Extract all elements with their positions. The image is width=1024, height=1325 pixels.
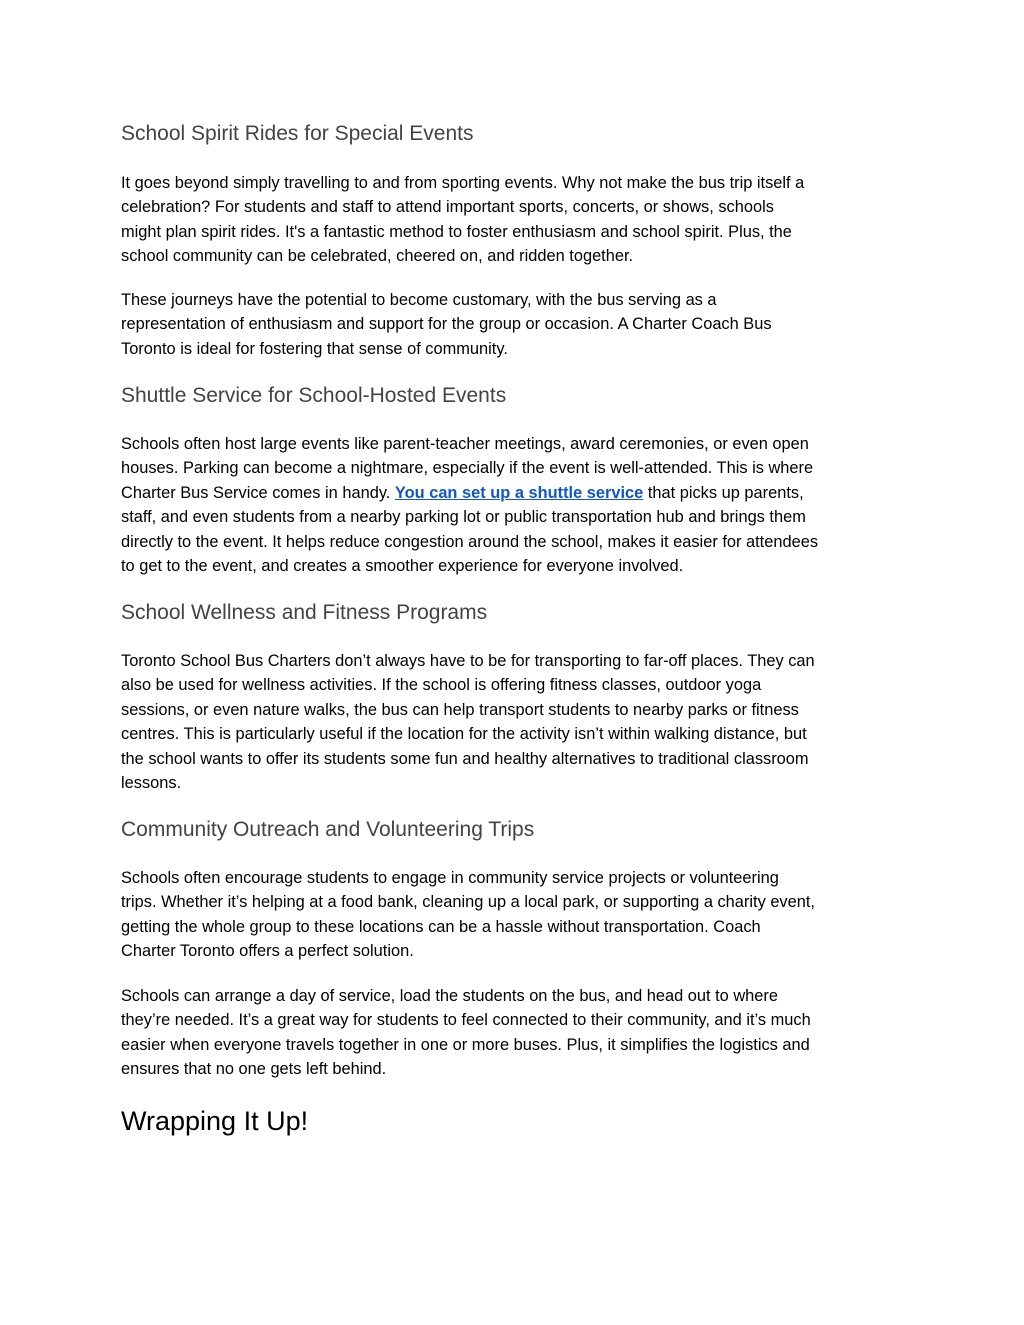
text-line: trips. Whether it’s helping at a food bank, cleaning up a local park, or supporting a charity event,	[121, 893, 815, 912]
paragraph-community-outreach-2	[121, 984, 811, 1082]
text-line: celebration? For students and staff to attend important sports, concerts, or shows, schools	[121, 198, 774, 217]
text-segment: Charter Bus Service comes in handy.	[121, 483, 395, 502]
text-line: centres. This is particularly useful if the location for the activity isn’t within walking distance, but	[121, 725, 807, 744]
text-line: These journeys have the potential to become customary, with the bus serving as a	[121, 291, 717, 309]
text-line: also be used for wellness activities. If the school is offering fitness classes, outdoor yoga	[121, 676, 762, 695]
text-line: It goes beyond simply travelling to and from sporting events. Why not make the bus trip itself a	[121, 174, 805, 192]
paragraph-spirit-rides-2	[121, 288, 772, 361]
text-line: Charter Toronto offers a perfect solution.	[121, 942, 414, 961]
text-line: to get to the event, and creates a smoother experience for everyone involved.	[121, 557, 684, 576]
section-heading-community-outreach: Community Outreach and Volunteering Trips	[121, 818, 535, 841]
text-line: they’re needed. It’s a great way for students to feel connected to their community, and it’s much	[121, 1011, 811, 1030]
text-segment: that picks up parents,	[643, 483, 804, 502]
text-line: staff, and even students from a nearby parking lot or public transportation hub and brings them	[121, 508, 806, 527]
text-line: sessions, or even nature walks, the bus can help transport students to nearby parks or fitness	[121, 700, 799, 719]
paragraph-community-outreach-1	[121, 866, 815, 964]
text-line: ensures that no one gets left behind.	[121, 1060, 387, 1079]
text-line: directly to the event. It helps reduce congestion around the school, makes it easier for attendees	[121, 532, 819, 551]
section-heading-wellness-programs: School Wellness and Fitness Programs	[121, 601, 488, 624]
paragraph-shuttle-service	[121, 432, 818, 578]
text-line: Toronto is ideal for fostering that sense of community.	[121, 339, 508, 358]
text-line: Schools often encourage students to engage in community service projects or volunteering	[121, 869, 779, 887]
text-line: school community can be celebrated, cheered on, and ridden together.	[121, 247, 634, 266]
shuttle-service-link[interactable]: You can set up a shuttle service	[394, 483, 644, 502]
text-line: getting the whole group to these locations can be a hassle without transportation. Coach	[121, 917, 761, 936]
text-line: Schools can arrange a day of service, load the students on the bus, and head out to where	[121, 987, 778, 1005]
text-line-with-link	[121, 481, 818, 505]
section-heading-spirit-rides: School Spirit Rides for Special Events	[121, 122, 474, 145]
text-line: houses. Parking can become a nightmare, especially if the event is well-attended. This is where	[121, 459, 814, 478]
paragraph-wellness-programs	[121, 649, 815, 795]
paragraph-spirit-rides-1	[121, 171, 804, 269]
text-line: the school wants to offer its students some fun and healthy alternatives to traditional classroom	[121, 749, 809, 768]
text-line: Toronto School Bus Charters don’t always have to be for transporting to far-off places. They can	[121, 652, 815, 670]
text-line: lessons.	[121, 774, 182, 793]
text-line: easier when everyone travels together in one or more buses. Plus, it simplifies the logistics and	[121, 1035, 810, 1054]
text-line: representation of enthusiasm and support for the group or occasion. A Charter Coach Bus	[121, 315, 772, 334]
section-heading-shuttle-service: Shuttle Service for School-Hosted Events	[121, 384, 507, 407]
text-line: Schools often host large events like parent-teacher meetings, award ceremonies, or even open	[121, 435, 809, 453]
section-heading-wrapping-up: Wrapping It Up!	[121, 1106, 309, 1136]
text-line: might plan spirit rides. It's a fantastic method to foster enthusiasm and school spirit. Plus, the	[121, 222, 792, 241]
